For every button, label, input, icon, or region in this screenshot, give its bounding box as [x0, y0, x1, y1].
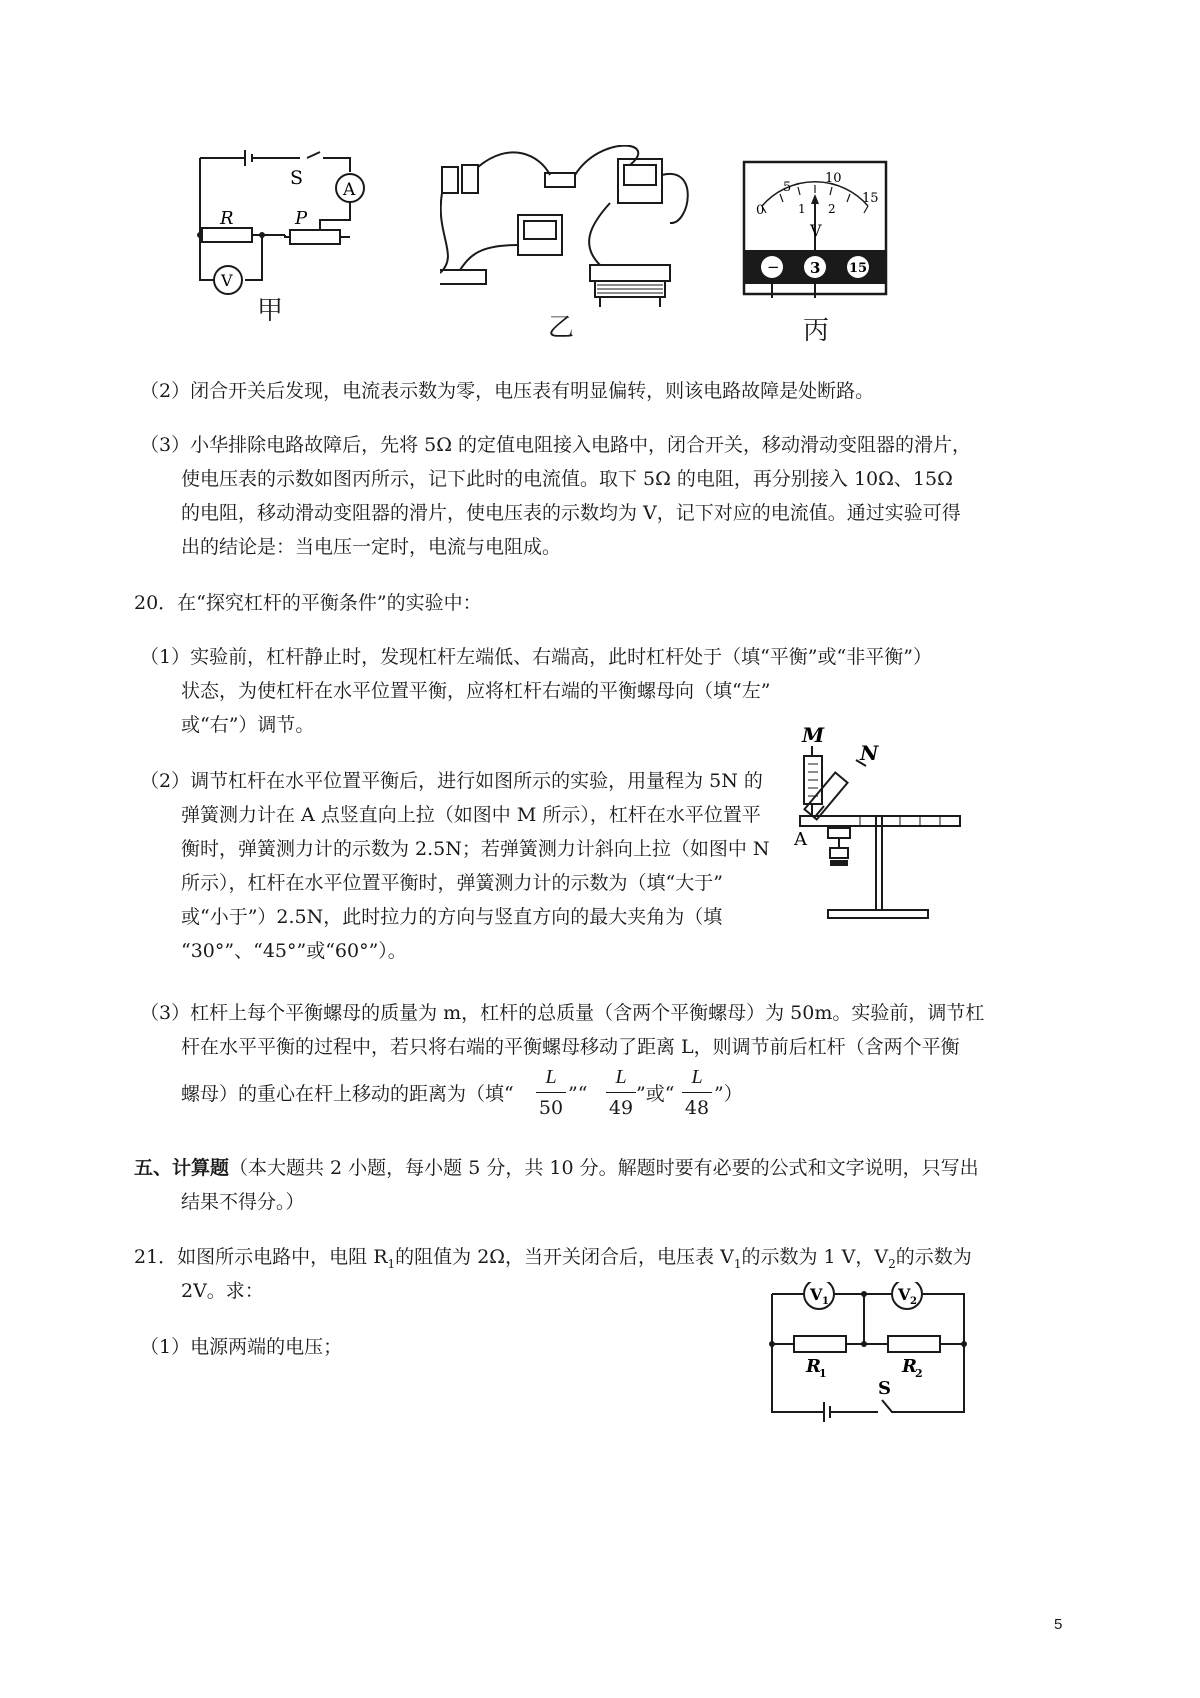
q21-r2-label: R [902, 1356, 917, 1377]
q20-stem: 20．在“探究杠杆的平衡条件”的实验中： [134, 592, 482, 614]
q21-switch-label: S [878, 1378, 891, 1399]
q20-part1-line2: 状态，为使杠杆在水平位置平衡，应将杠杆右端的平衡螺母向（填“左” [181, 680, 771, 702]
scale-5: 5 [783, 180, 792, 195]
q20-part2-line5: 或“小于”）2.5N，此时拉力的方向与竖直方向的最大夹角为（填 [181, 906, 723, 928]
circuit-figure-q21 [768, 1282, 968, 1432]
q21-v2-sub: 2 [910, 1296, 917, 1307]
q21-r2-sub: 2 [915, 1367, 923, 1380]
lever-label-m: M [802, 723, 825, 747]
page-number: 5 [1054, 1616, 1063, 1633]
q19-part2: （2）闭合开关后发现，电流表示数为零，电压表有明显偏转，则该电路故障是处断路。 [140, 380, 875, 402]
scale-0: 0 [756, 203, 765, 218]
q20-part3-line2: 杆在水平平衡的过程中，若只将右端的平衡螺母移动了距离 L，则调节前后杠杆（含两个平衡 [181, 1036, 960, 1058]
q20-part3-line1: （3）杠杆上每个平衡螺母的质量为 m，杠杆的总质量（含两个平衡螺母）为 50m。实验前，调节杠 [140, 1002, 985, 1024]
section5-instructions-line2: 结果不得分。） [181, 1191, 305, 1213]
q20-part3-or: ”或“ [636, 1083, 675, 1105]
figure-caption-jia: 甲 [257, 296, 284, 326]
q20-part3-line3-prefix: 螺母）的重心在杆上移动的距离为（填“ [181, 1083, 514, 1105]
terminal-15: 15 [849, 261, 868, 276]
ammeter-label: A [343, 180, 356, 200]
fraction-l-over-50: L 50 [536, 1066, 566, 1119]
fraction-l-over-48: L 48 [682, 1066, 712, 1119]
q20-part2-line2: 弹簧测力计在 A 点竖直向上拉（如图中 M 所示），杠杆在水平位置平 [181, 804, 761, 826]
section5-title: 五、计算题 [134, 1157, 230, 1179]
q19-part3-line3: 的电阻，移动滑动变阻器的滑片，使电压表的示数均为 V，记下对应的电流值。通过实验可得 [181, 502, 961, 524]
slider-label-p: P [295, 208, 308, 229]
apparatus-figure-yi [440, 145, 710, 325]
q20-part1-line1: （1）实验前，杠杆静止时，发现杠杆左端低、右端高，此时杠杆处于（填“平衡”或“非平衡”） [140, 646, 932, 668]
q19-part3-line2: 使电压表的示数如图丙所示，记下此时的电流值。取下 5Ω 的电阻，再分别接入 10Ω、15Ω [181, 468, 953, 490]
unit-v: V [810, 221, 822, 240]
q21-r1-sub: 1 [819, 1367, 827, 1380]
q21-part1: （1）电源两端的电压； [140, 1336, 343, 1358]
q21-stem-line2: 2V。求： [181, 1280, 264, 1302]
q19-part3-line1: （3）小华排除电路故障后，先将 5Ω 的定值电阻接入电路中，闭合开关，移动滑动变阻器的滑片， [140, 434, 972, 456]
fraction-l-over-49: L 49 [606, 1066, 636, 1119]
scale-15: 15 [862, 191, 879, 206]
q20-part2-line6: “30°”、“45°”或“60°”）。 [181, 940, 407, 962]
q21-v1-label: V [810, 1285, 823, 1304]
scale-10: 10 [825, 171, 842, 186]
terminal-3: 3 [810, 259, 821, 277]
q19-part3-line4: 出的结论是：当电压一定时，电流与电阻成。 [181, 536, 562, 558]
lever-label-n: N [860, 741, 879, 765]
q21-stem-line1: 21．如图所示电路中，电阻 $R_1$的阻值为 2Ω，当开关闭合后，电压表 $V_1$的示数为 1 V，$V_2$的示数为 [134, 1246, 972, 1271]
voltmeter-label: V [221, 271, 233, 290]
resistor-label-r: R [220, 208, 234, 229]
lever-label-a: A [794, 829, 807, 850]
terminal-neg: − [767, 258, 780, 276]
figure-caption-yi: 乙 [548, 313, 575, 343]
q21-r1-label: R [806, 1356, 821, 1377]
q20-part2-line3: 衡时，弹簧测力计的示数为 2.5N；若弹簧测力计斜向上拉（如图中 N [181, 838, 770, 860]
scale-2: 2 [828, 202, 836, 216]
q20-part1-line3: 或“右”）调节。 [181, 714, 315, 736]
q20-part2-line1: （2）调节杠杆在水平位置平衡后，进行如图所示的实验，用量程为 5N 的 [140, 770, 763, 792]
q21-v1-sub: 1 [822, 1296, 829, 1307]
circuit-figure-jia [190, 150, 390, 300]
q20-part3-end: ”） [714, 1083, 743, 1105]
scale-1: 1 [798, 202, 806, 216]
voltmeter-figure-bing [740, 158, 890, 298]
section5-instructions: （本大题共 2 小题，每小题 5 分，共 10 分。解题时要有必要的公式和文字说明，只写出 [229, 1157, 979, 1179]
switch-label-s: S [290, 167, 304, 189]
q20-part3-quote-sep: ”“ [568, 1083, 588, 1105]
q20-part2-line4: 所示），杠杆在水平位置平衡时，弹簧测力计的示数为（填“大于” [181, 872, 723, 894]
figure-caption-bing: 丙 [803, 316, 830, 346]
q21-v2-label: V [898, 1285, 911, 1304]
section5-heading [134, 1155, 979, 1181]
lever-figure [790, 720, 980, 925]
